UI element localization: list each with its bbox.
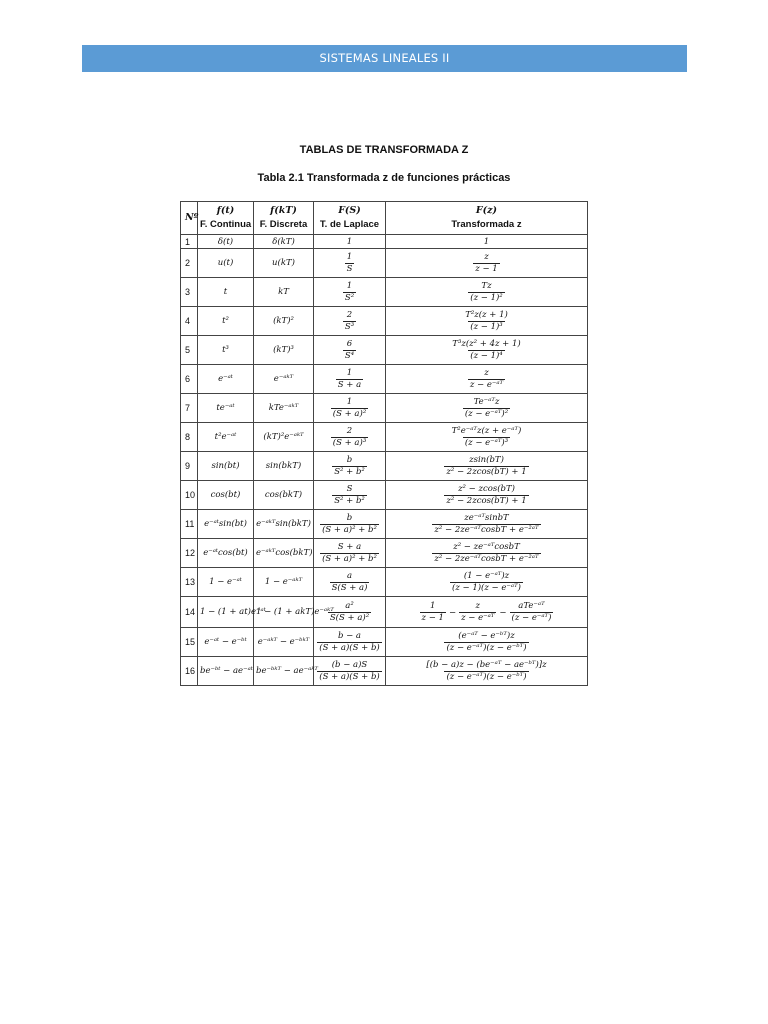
row-number: 5 — [181, 336, 198, 365]
row-number: 13 — [181, 568, 198, 597]
row-number: 15 — [181, 628, 198, 657]
row-number: 3 — [181, 278, 198, 307]
laplace-numerator: S + a — [337, 541, 362, 552]
laplace-transform — [314, 628, 386, 657]
z-fraction — [432, 513, 540, 536]
discrete-function: (kT)²e⁻ᵃᵏᵀ — [254, 423, 314, 452]
laplace-transform — [314, 249, 386, 278]
table-row — [181, 423, 588, 452]
discrete-function: kT — [254, 278, 314, 307]
laplace-denominator: (S + a)(S + b) — [319, 671, 380, 682]
laplace-transform — [314, 423, 386, 452]
z-denominator: (z − 1)² — [470, 292, 503, 303]
laplace-numerator: a² — [345, 600, 354, 611]
discrete-function: u(kT) — [254, 249, 314, 278]
discrete-function: e⁻ᵃᵏᵀ — [254, 365, 314, 394]
z-fraction — [463, 310, 510, 333]
table-row — [181, 336, 588, 365]
header-number-label: Nº — [185, 212, 199, 223]
z-denominator: (z − 1)³ — [470, 321, 503, 332]
table-row — [181, 235, 588, 249]
z-denominator: (z − e⁻ᵃᵀ)² — [464, 408, 509, 419]
z-term-fraction — [510, 601, 554, 624]
continuous-function: be⁻ᵇᵗ − ae⁻ᵃᵗ — [198, 657, 254, 686]
z-fraction — [450, 571, 523, 594]
z-transform — [386, 365, 588, 394]
header-z-transform-math: F(z) — [475, 205, 498, 216]
laplace-denominator: (S + a)³ — [332, 437, 367, 448]
laplace-transform — [314, 336, 386, 365]
table-row — [181, 597, 588, 628]
z-numerator: T²z(z + 1) — [465, 309, 508, 320]
z-transform-table — [180, 201, 588, 686]
z-denominator: (z − e⁻ᵃᵀ)(z − e⁻ᵇᵀ) — [446, 671, 527, 682]
laplace-transform — [314, 365, 386, 394]
header-z-transform — [386, 202, 588, 235]
z-numerator: Te⁻ᵃᵀz — [473, 396, 500, 407]
continuous-function: 1 − (1 + at)e⁻ᵃᵗ — [198, 597, 254, 628]
discrete-function: e⁻ᵃᵏᵀcos(bkT) — [254, 539, 314, 568]
z-numerator: z² − ze⁻ᵃᵀcosbT — [453, 541, 520, 552]
laplace-denominator: (S + a)² + b² — [322, 524, 377, 535]
laplace-transform — [314, 394, 386, 423]
continuous-function: 1 − e⁻ᵃᵗ — [198, 568, 254, 597]
laplace-numerator: 1 — [346, 251, 353, 262]
row-number: 9 — [181, 452, 198, 481]
continuous-function: e⁻ᵃᵗ − e⁻ᵇᵗ — [198, 628, 254, 657]
discrete-function: δ(kT) — [254, 235, 314, 249]
discrete-function: 1 − (1 + akT)e⁻ᵃᵏᵀ — [254, 597, 314, 628]
laplace-numerator: 2 — [346, 309, 353, 320]
table-caption: Tabla 2.1 Transformada z de funciones prácticas — [257, 172, 511, 184]
table-row — [181, 452, 588, 481]
z-numerator: Tz — [481, 280, 492, 291]
z-fraction — [432, 542, 540, 565]
laplace-fraction — [320, 513, 379, 536]
laplace-value: 1 — [346, 236, 353, 247]
laplace-denominator: S(S + a)² — [329, 612, 370, 623]
z-term-denominator: z − e⁻ᵃᵀ — [461, 612, 495, 623]
z-fraction — [444, 484, 528, 507]
z-term-fraction — [420, 601, 446, 624]
z-fraction — [444, 455, 528, 478]
header-continuous-label: F. Continua — [200, 219, 252, 230]
laplace-fraction — [343, 310, 356, 333]
laplace-fraction — [332, 484, 367, 507]
z-term-numerator: z — [475, 600, 480, 611]
laplace-transform — [314, 539, 386, 568]
discrete-function: e⁻ᵃᵏᵀ − e⁻ᵇᵏᵀ — [254, 628, 314, 657]
z-fraction — [468, 368, 505, 391]
laplace-numerator: 6 — [346, 338, 353, 349]
z-transform — [386, 235, 588, 249]
z-denominator: (z − e⁻ᵃᵀ)(z − e⁻ᵇᵀ) — [446, 642, 527, 653]
z-numerator: (e⁻ᵃᵀ − e⁻ᵇᵀ)z — [458, 630, 515, 641]
z-term-denominator: z − 1 — [421, 612, 444, 623]
laplace-numerator: 1 — [346, 280, 353, 291]
continuous-function: sin(bt) — [198, 452, 254, 481]
table-row — [181, 278, 588, 307]
laplace-transform — [314, 481, 386, 510]
z-denominator: z − 1 — [475, 263, 498, 274]
discrete-function: (kT)³ — [254, 336, 314, 365]
continuous-function: t — [198, 278, 254, 307]
discrete-function: (kT)² — [254, 307, 314, 336]
z-operator: − — [499, 607, 507, 618]
z-fraction — [468, 281, 504, 304]
laplace-denominator: S(S + a) — [331, 582, 368, 593]
z-transform — [386, 307, 588, 336]
table-row — [181, 249, 588, 278]
continuous-function: δ(t) — [198, 235, 254, 249]
header-discrete — [254, 202, 314, 235]
laplace-numerator: (b − a)S — [331, 659, 368, 670]
z-transform — [386, 510, 588, 539]
table-row — [181, 481, 588, 510]
laplace-denominator: S³ — [344, 321, 355, 332]
row-number: 11 — [181, 510, 198, 539]
discrete-function: cos(bkT) — [254, 481, 314, 510]
header-discrete-label: F. Discreta — [259, 219, 308, 230]
row-number: 6 — [181, 365, 198, 394]
continuous-function: e⁻ᵃᵗsin(bt) — [198, 510, 254, 539]
continuous-function: u(t) — [198, 249, 254, 278]
z-transform — [386, 628, 588, 657]
z-term-denominator: (z − e⁻ᵃᵀ) — [511, 612, 552, 623]
discrete-function: kTe⁻ᵃᵏᵀ — [254, 394, 314, 423]
row-number: 12 — [181, 539, 198, 568]
z-transform — [386, 336, 588, 365]
laplace-transform — [314, 657, 386, 686]
continuous-function: cos(bt) — [198, 481, 254, 510]
laplace-denominator: (S + a)(S + b) — [319, 642, 380, 653]
laplace-fraction — [343, 339, 356, 362]
header-continuous — [198, 202, 254, 235]
table-row — [181, 568, 588, 597]
laplace-fraction — [330, 571, 370, 594]
z-numerator: T³z(z² + 4z + 1) — [452, 338, 521, 349]
laplace-numerator: b − a — [337, 630, 362, 641]
table-row — [181, 539, 588, 568]
table-row — [181, 657, 588, 686]
laplace-denominator: S² — [344, 292, 355, 303]
header-laplace — [314, 202, 386, 235]
continuous-function: te⁻ᵃᵗ — [198, 394, 254, 423]
row-number: 16 — [181, 657, 198, 686]
z-transform — [386, 452, 588, 481]
z-denominator: z² − 2ze⁻ᵃᵀcosbT + e⁻²ᵃᵀ — [434, 524, 539, 535]
z-numerator: ze⁻ᵃᵀsinbT — [464, 512, 509, 523]
header-laplace-label: T. de Laplace — [319, 219, 380, 230]
table-header-row — [181, 202, 588, 235]
document-title: TABLAS DE TRANSFORMADA Z — [299, 144, 469, 156]
z-fraction — [463, 397, 510, 420]
laplace-denominator: S⁴ — [344, 350, 355, 361]
laplace-fraction — [331, 397, 368, 420]
z-fraction — [444, 631, 528, 654]
discrete-function: 1 − e⁻ᵃᵏᵀ — [254, 568, 314, 597]
z-denominator: z − e⁻ᵃᵀ — [469, 379, 504, 390]
laplace-fraction — [320, 542, 379, 565]
laplace-fraction — [345, 252, 355, 275]
continuous-function: e⁻ᵃᵗcos(bt) — [198, 539, 254, 568]
row-number: 4 — [181, 307, 198, 336]
z-transform — [386, 481, 588, 510]
header-discrete-math: f(kT) — [270, 205, 297, 216]
z-transform — [386, 539, 588, 568]
row-number: 14 — [181, 597, 198, 628]
z-fraction — [450, 339, 522, 362]
laplace-fraction — [317, 660, 381, 683]
laplace-fraction — [332, 455, 367, 478]
z-transform — [386, 597, 588, 628]
continuous-function: t²e⁻ᵃᵗ — [198, 423, 254, 452]
laplace-transform — [314, 510, 386, 539]
z-fraction — [473, 252, 499, 275]
row-number: 8 — [181, 423, 198, 452]
laplace-transform — [314, 235, 386, 249]
discrete-function: e⁻ᵃᵏᵀsin(bkT) — [254, 510, 314, 539]
header-continuous-math: f(t) — [216, 205, 235, 216]
laplace-denominator: S + a — [337, 379, 362, 390]
laplace-numerator: a — [346, 570, 353, 581]
z-transform — [386, 249, 588, 278]
header-banner: SISTEMAS LINEALES II — [82, 45, 687, 72]
z-denominator: (z − e⁻ᵃᵀ)³ — [464, 437, 509, 448]
laplace-numerator: b — [346, 512, 353, 523]
z-numerator: z — [484, 251, 489, 262]
z-denominator: z² − 2zcos(bT) + 1 — [446, 466, 527, 477]
z-value: 1 — [483, 236, 490, 247]
discrete-function: sin(bkT) — [254, 452, 314, 481]
header-z-transform-label: Transformada z — [451, 219, 522, 230]
z-operator: − — [448, 607, 457, 618]
z-denominator: (z − 1)⁴ — [470, 350, 503, 361]
laplace-numerator: 1 — [346, 367, 353, 378]
z-transform — [386, 278, 588, 307]
laplace-fraction — [317, 631, 381, 654]
z-transform — [386, 568, 588, 597]
row-number: 2 — [181, 249, 198, 278]
row-number: 1 — [181, 235, 198, 249]
laplace-fraction — [336, 368, 363, 391]
z-numerator: z² − zcos(bT) — [458, 483, 515, 494]
continuous-function: t³ — [198, 336, 254, 365]
z-numerator: zsin(bT) — [469, 454, 504, 465]
discrete-function: be⁻ᵇᵏᵀ − ae⁻ᵃᵏᵀ — [254, 657, 314, 686]
z-denominator: z² − 2ze⁻ᵃᵀcosbT + e⁻²ᵃᵀ — [434, 553, 539, 564]
header-number — [181, 202, 198, 235]
z-transform — [386, 657, 588, 686]
laplace-denominator: S² + b² — [334, 495, 365, 506]
row-number: 10 — [181, 481, 198, 510]
laplace-fraction — [328, 601, 371, 624]
z-numerator: (1 − e⁻ᵃᵀ)z — [463, 570, 510, 581]
z-fraction — [424, 660, 548, 683]
z-fraction — [450, 426, 524, 449]
z-term-fraction — [459, 601, 496, 624]
z-term-numerator: 1 — [430, 600, 436, 611]
laplace-numerator: 1 — [346, 396, 353, 407]
laplace-denominator: (S + a)² + b² — [322, 553, 377, 564]
table-body — [181, 235, 588, 686]
laplace-transform — [314, 307, 386, 336]
laplace-numerator: b — [346, 454, 353, 465]
z-transform — [386, 423, 588, 452]
laplace-denominator: S² + b² — [334, 466, 365, 477]
table-row — [181, 365, 588, 394]
laplace-denominator: S — [346, 263, 353, 274]
laplace-transform — [314, 278, 386, 307]
laplace-denominator: (S + a)² — [332, 408, 367, 419]
table-row — [181, 307, 588, 336]
table-row — [181, 510, 588, 539]
laplace-numerator: 2 — [346, 425, 353, 436]
row-number: 7 — [181, 394, 198, 423]
table-row — [181, 394, 588, 423]
laplace-transform — [314, 452, 386, 481]
laplace-transform — [314, 568, 386, 597]
z-transform — [386, 394, 588, 423]
z-numerator: [(b − a)z − (be⁻ᵃᵀ − ae⁻ᵇᵀ)]z — [426, 659, 547, 670]
z-denominator: (z − 1)(z − e⁻ᵃᵀ) — [452, 582, 521, 593]
continuous-function: t² — [198, 307, 254, 336]
laplace-numerator: S — [346, 483, 353, 494]
z-term-numerator: aTe⁻ᵃᵀ — [518, 600, 545, 611]
z-denominator: z² − 2zcos(bT) + 1 — [446, 495, 527, 506]
laplace-fraction — [343, 281, 356, 304]
continuous-function: e⁻ᵃᵗ — [198, 365, 254, 394]
z-numerator: T²e⁻ᵃᵀz(z + e⁻ᵃᵀ) — [451, 425, 522, 436]
laplace-fraction — [331, 426, 368, 449]
table-row — [181, 628, 588, 657]
header-laplace-math: F(S) — [338, 205, 361, 216]
z-numerator: z — [484, 367, 489, 378]
